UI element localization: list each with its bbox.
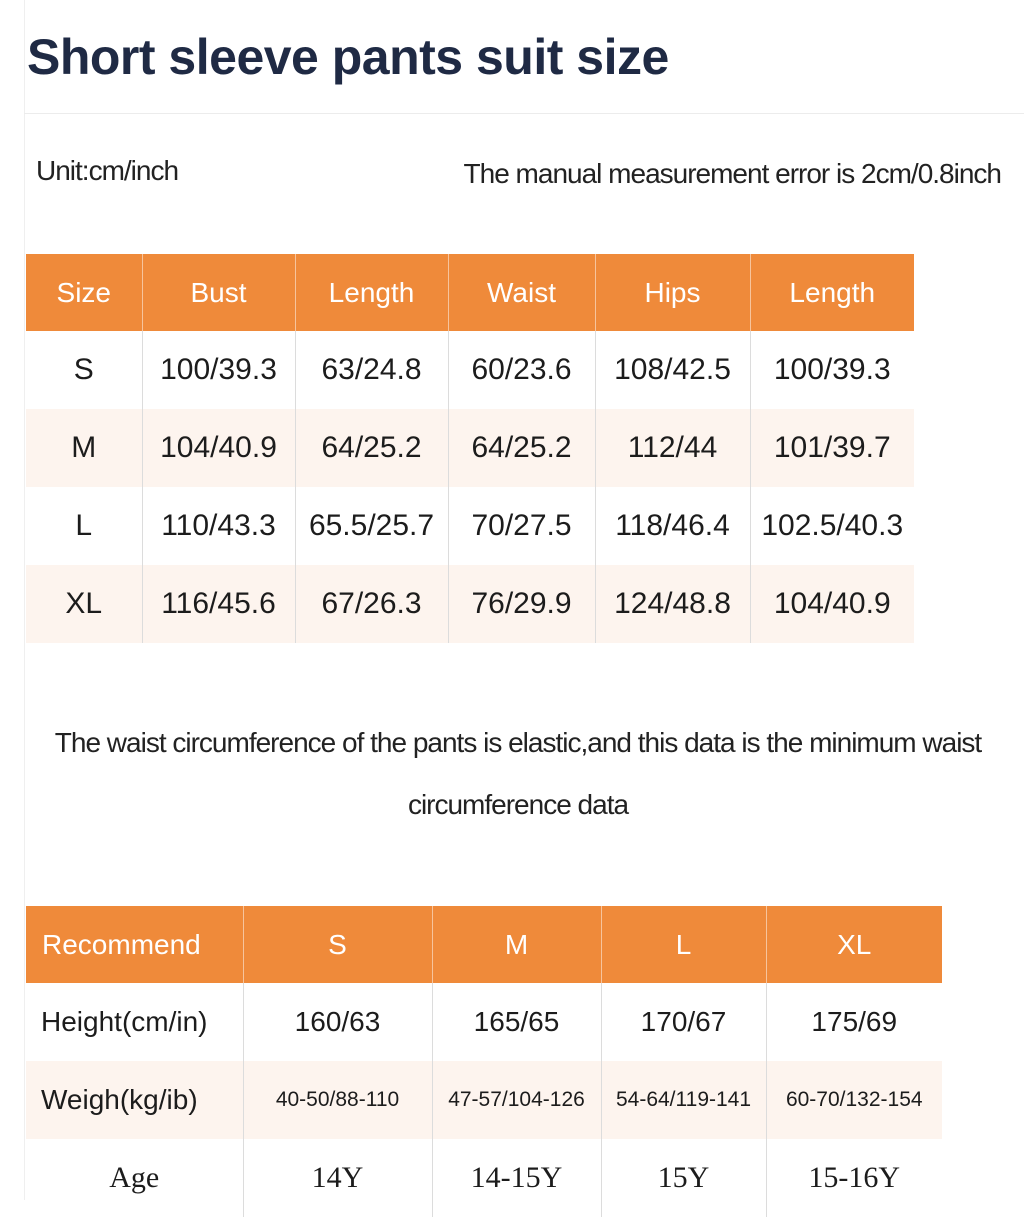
pants-length-cell: 102.5/40.3 [761, 509, 904, 542]
header-top-length: Length [295, 254, 448, 331]
table-row [26, 983, 942, 1061]
hips-cell: 118/46.4 [595, 487, 750, 565]
top-length-cell: 63/24.8 [295, 331, 448, 409]
age-s-cell: 14Y [243, 1139, 432, 1217]
waist-note-line-1: The waist circumference of the pants is elastic,and this data is the minimum waist [54, 727, 982, 758]
size-cell: L [26, 487, 142, 565]
waist-cell: 70/27.5 [448, 487, 595, 565]
header-xl: XL [766, 906, 942, 983]
bust-cell: 100/39.3 [142, 331, 295, 409]
bust-cell: 110/43.3 [142, 487, 295, 565]
top-length-cell: 67/26.3 [295, 565, 448, 643]
age-l-cell: 15Y [601, 1139, 766, 1217]
header-size: Size [26, 254, 142, 331]
recommend-table-header [26, 906, 942, 983]
weight-xl-cell: 60-70/132-154 [766, 1061, 942, 1139]
bust-cell: 116/45.6 [142, 565, 295, 643]
age-m-cell: 14-15Y [432, 1139, 601, 1217]
page-title: Short sleeve pants suit size [27, 29, 669, 85]
header-m: M [432, 906, 601, 983]
table-row [26, 1061, 942, 1139]
row-label-weight: Weigh(kg/ib) [26, 1061, 243, 1139]
waist-note-line-2: circumference data [407, 789, 629, 820]
height-l-cell: 170/67 [601, 983, 766, 1061]
age-xl-cell: 15-16Y [808, 1161, 901, 1194]
waist-elastic-note [26, 712, 1010, 836]
row-label-height: Height(cm/in) [26, 983, 243, 1061]
header-recommend: Recommend [26, 906, 243, 983]
header-pants-length: Length [750, 254, 914, 331]
pants-length-cell: 101/39.7 [750, 409, 914, 487]
weight-s-cell: 40-50/88-110 [243, 1061, 432, 1139]
title-divider [24, 113, 1024, 114]
size-table [26, 254, 914, 643]
table-row [26, 565, 914, 643]
size-table-header [26, 254, 914, 331]
pants-length-cell: 104/40.9 [750, 565, 914, 643]
height-xl-cell: 175/69 [811, 1006, 898, 1037]
header-s: S [243, 906, 432, 983]
pants-length-cell: 100/39.3 [773, 353, 891, 386]
weight-l-cell: 54-64/119-141 [601, 1061, 766, 1139]
weight-m-cell: 47-57/104-126 [432, 1061, 601, 1139]
header-waist: Waist [448, 254, 595, 331]
height-m-cell: 165/65 [432, 983, 601, 1061]
hips-cell: 108/42.5 [595, 331, 750, 409]
height-s-cell: 160/63 [243, 983, 432, 1061]
row-label-age: Age [26, 1139, 243, 1217]
table-row [26, 487, 914, 565]
measurement-error-note: The manual measurement error is 2cm/0.8inch [463, 158, 1001, 189]
bust-cell: 104/40.9 [142, 409, 295, 487]
header-hips: Hips [595, 254, 750, 331]
header-l: L [601, 906, 766, 983]
unit-label: Unit:cm/inch [36, 155, 179, 186]
size-cell: XL [26, 565, 142, 643]
hips-cell: 112/44 [595, 409, 750, 487]
page-left-rule [24, 0, 25, 1200]
size-cell: S [26, 331, 142, 409]
top-length-cell: 64/25.2 [295, 409, 448, 487]
top-length-cell: 65.5/25.7 [295, 487, 448, 565]
table-row [26, 331, 914, 409]
hips-cell: 124/48.8 [595, 565, 750, 643]
waist-cell: 64/25.2 [448, 409, 595, 487]
waist-cell: 76/29.9 [448, 565, 595, 643]
table-row [26, 409, 914, 487]
header-bust: Bust [142, 254, 295, 331]
table-row [26, 1139, 942, 1217]
waist-cell: 60/23.6 [448, 331, 595, 409]
size-cell: M [26, 409, 142, 487]
recommend-table [26, 906, 942, 1217]
